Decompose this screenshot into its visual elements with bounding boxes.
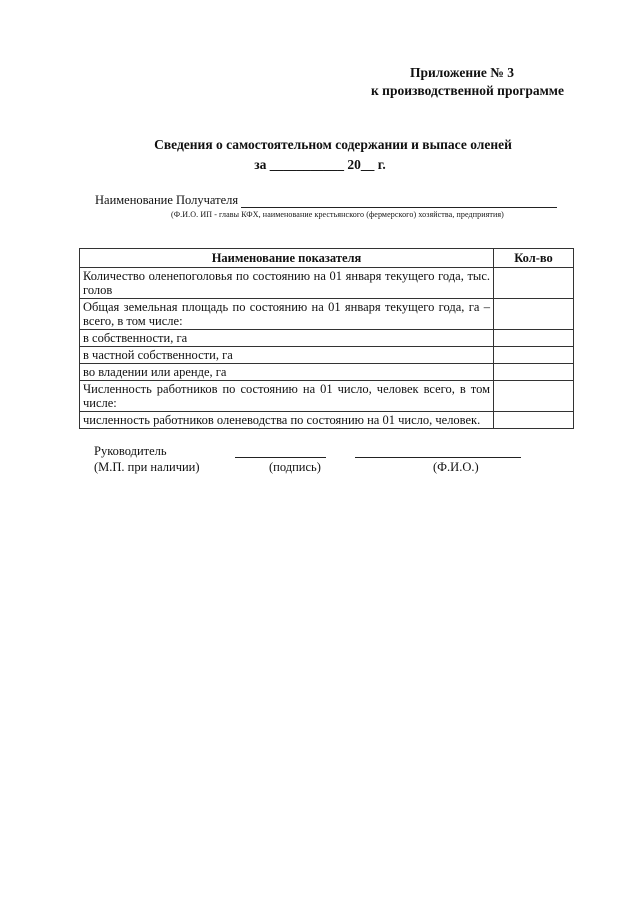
table-header-row	[80, 249, 574, 268]
title-line: Сведения о самостоятельном содержании и выпасе оленей	[154, 137, 512, 152]
row-value-cell[interactable]	[494, 330, 574, 347]
row-value-cell[interactable]	[494, 412, 574, 429]
row-value-cell[interactable]	[494, 347, 574, 364]
document-title	[0, 135, 640, 175]
appendix-header	[371, 64, 564, 100]
row-label: Общая земельная площадь по состоянию на 01 января текущего года, га – всего, в том числе:	[80, 299, 494, 330]
row-value-cell[interactable]	[494, 364, 574, 381]
indicators-table	[79, 248, 574, 429]
row-label: Численность работников по состоянию на 01 число, человек всего, в том числе:	[80, 381, 494, 412]
signatory-title: Руководитель	[94, 444, 167, 458]
table-row	[80, 364, 574, 381]
title-period: за ___________ 20__ г.	[254, 157, 386, 172]
row-label: в собственности, га	[80, 330, 494, 347]
table-row	[80, 268, 574, 299]
recipient-blank-line[interactable]	[241, 194, 557, 208]
table-row	[80, 412, 574, 429]
row-label: во владении или аренде, га	[80, 364, 494, 381]
stamp-note: (М.П. при наличии)	[94, 460, 200, 474]
row-label: в частной собственности, га	[80, 347, 494, 364]
recipient-hint: (Ф.И.О. ИП - главы КФХ, наименование крестьянского (фермерского) хозяйства, предприятия)	[171, 210, 504, 219]
header-quantity: Кол-во	[494, 249, 574, 268]
signature-block	[94, 444, 534, 476]
full-name-line[interactable]	[355, 457, 521, 458]
header-indicator: Наименование показателя	[80, 249, 494, 268]
table-row	[80, 299, 574, 330]
appendix-subtitle: к производственной программе	[371, 83, 564, 98]
table-row	[80, 330, 574, 347]
signature-line[interactable]	[235, 457, 326, 458]
full-name-caption: (Ф.И.О.)	[433, 460, 479, 474]
row-value-cell[interactable]	[494, 268, 574, 299]
signature-caption: (подпись)	[269, 460, 321, 474]
row-label: численность работников оленеводства по состоянию на 01 число, человек.	[80, 412, 494, 429]
table-row	[80, 347, 574, 364]
table-row	[80, 381, 574, 412]
appendix-number: Приложение № 3	[410, 65, 514, 80]
recipient-field	[95, 193, 567, 219]
row-value-cell[interactable]	[494, 381, 574, 412]
row-label: Количество оленепоголовья по состоянию на 01 января текущего года, тыс. голов	[80, 268, 494, 299]
recipient-label: Наименование Получателя	[95, 193, 239, 207]
row-value-cell[interactable]	[494, 299, 574, 330]
